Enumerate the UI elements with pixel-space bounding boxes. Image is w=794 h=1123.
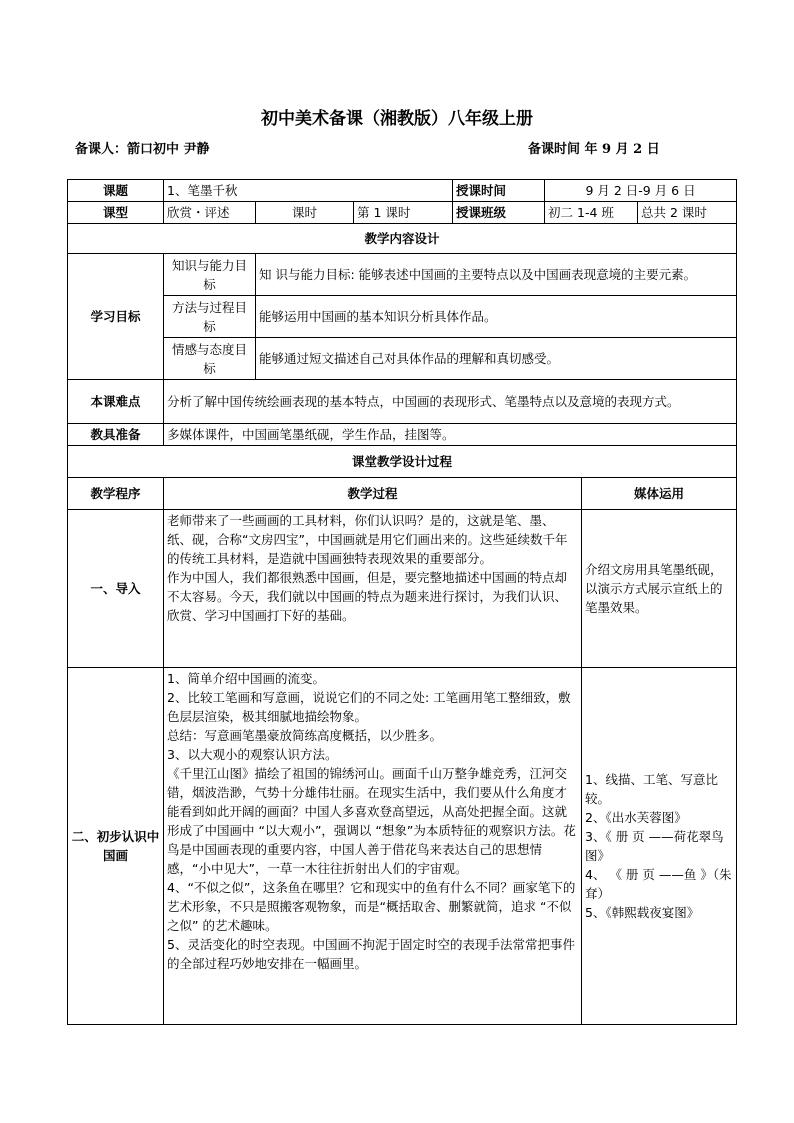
info-row-type [68, 202, 737, 224]
objective-row [68, 254, 737, 296]
design-heading: 教学内容设计 [68, 224, 737, 254]
preparer-line: 备课人：箭口初中 尹静 [75, 142, 210, 157]
lesson-plan-table [67, 179, 737, 1025]
process-paragraph: 3、以大观小的观察认识方法。 [167, 747, 338, 762]
section-row-recognize [68, 668, 737, 1025]
process-paragraph: 1、简单介绍中国画的流变。 [167, 671, 325, 686]
section-process [164, 668, 582, 1025]
objective-text: 能够通过短文描述自己对具体作品的理解和真切感受。 [256, 338, 737, 380]
process-paragraph: 5、灵活变化的时空表现。中国画不拘泥于固定时空的表现手法常常把事件的全部过程巧妙地安排在一幅画里。 [167, 937, 575, 971]
section-name: 二、初步认识中国画 [68, 668, 164, 1025]
page-title: 初中美术备课（湘教版）八年级上册 [261, 109, 533, 129]
type-value: 欣赏・评述 [164, 202, 256, 224]
media-item: 5、《韩熙载夜宴图》 [585, 905, 700, 920]
prep-time-line: 备课时间 年 9 月 2 日 [528, 142, 660, 157]
topic-value: 1、笔墨千秋 [164, 180, 453, 202]
period-value: 第 1 课时 [354, 202, 453, 224]
media-item: 2、《出水芙蓉图》 [585, 810, 687, 825]
process-paragraph: 总结：写意画笔墨豪放简练高度概括，以少胜多。 [167, 728, 443, 743]
difficulty-label: 本课难点 [68, 380, 164, 424]
objective-text: 知 识与能力目标: 能够表述中国画的主要特点以及中国画表现意境的主要元素。 [256, 254, 737, 296]
process-paragraph: 《千里江山图》描绘了祖国的锦绣河山。画面千山万整争雄竞秀，江河交错，烟波浩渺，气势十分雄伟壮丽。在现实生活中，我们要从什么角度才能看到如此开阔的画面？中国人多喜欢登高望远，从高处把握全面。这就形成了中国画中 “以大观小”，强调以 “想象”为本质特征的观察识方法。花鸟是中国画表现的重要内容，中国人善于借花鸟来表达自己的思想情感，“小中见大”，一草一木往往折射出人们的宇宙观。 [167, 766, 576, 876]
column-header: 媒体运用 [582, 478, 737, 510]
section-media: 介绍文房用具笔墨纸砚，以演示方式展示宣纸上的笔墨效果。 [582, 510, 737, 668]
media-item: 3、《 册 页 ——荷花翠鸟图》 [585, 829, 724, 863]
materials-text: 多媒体课件，中国画笔墨纸砚，学生作品，挂图等。 [164, 424, 737, 446]
process-paragraph: 老师带来了一些画画的工具材料，你们认识吗？是的，这就是笔、墨、纸、砚，合称“文房四宝”，中国画就是用它们画出来的。这些延续数千年的传统工具材料，是造就中国画独特表现效果的重要部分。 [167, 513, 568, 566]
materials-label: 教具准备 [68, 424, 164, 446]
objective-name: 知识与能力目标 [164, 254, 256, 296]
materials-row [68, 424, 737, 446]
difficulty-row [68, 380, 737, 424]
objective-row [68, 296, 737, 338]
media-item: 1、线描、工笔、写意比较。 [585, 772, 718, 806]
type-label: 课型 [68, 202, 164, 224]
time-value: 9 月 2 日-9 月 6 日 [545, 180, 737, 202]
objective-name: 情感与态度目标 [164, 338, 256, 380]
process-paragraph: 4、“不似之似”，这条鱼在哪里？它和现实中的鱼有什么不同？画家笔下的艺术形象，不只是照搬客观物象，而是“概括取舍、删繁就简，追求 “不似之似” 的艺术趣味。 [167, 880, 576, 933]
column-header: 教学过程 [164, 478, 582, 510]
design-heading-row [68, 224, 737, 254]
section-row-intro [68, 510, 737, 668]
column-header-row [68, 478, 737, 510]
difficulty-text: 分析了解中国传统绘画表现的基本特点，中国画的表现形式、笔墨特点以及意境的表现方式。 [164, 380, 737, 424]
objective-text: 能够运用中国画的基本知识分析具体作品。 [256, 296, 737, 338]
media-item: 4、 《 册 页 ——鱼 》（朱耷） [585, 867, 732, 901]
class-value: 初二 1-4 班 [545, 202, 638, 224]
objectives-label: 学习目标 [68, 254, 164, 380]
time-label: 授课时间 [453, 180, 545, 202]
info-row-topic [68, 180, 737, 202]
total-periods: 总共 2 课时 [638, 202, 737, 224]
process-heading-row [68, 446, 737, 478]
process-paragraph: 2、比较工笔画和写意画，说说它们的不同之处: 工笔画用笔工整细致，敷色层层渲染，极其细腻地描绘物象。 [167, 690, 571, 724]
process-heading: 课堂教学设计过程 [68, 446, 737, 478]
section-media [582, 668, 737, 1025]
process-paragraph: 作为中国人，我们都很熟悉中国画，但是，要完整地描述中国画的特点却不太容易。今天，我们就以中国画的特点为题来进行探讨，为我们认识、欣赏、学习中国画打下好的基础。 [167, 570, 568, 623]
objective-row [68, 338, 737, 380]
column-header: 教学程序 [68, 478, 164, 510]
topic-label: 课题 [68, 180, 164, 202]
section-process [164, 510, 582, 668]
period-label: 课时 [256, 202, 354, 224]
class-label: 授课班级 [453, 202, 545, 224]
section-name: 一、导入 [68, 510, 164, 668]
objective-name: 方法与过程目标 [164, 296, 256, 338]
